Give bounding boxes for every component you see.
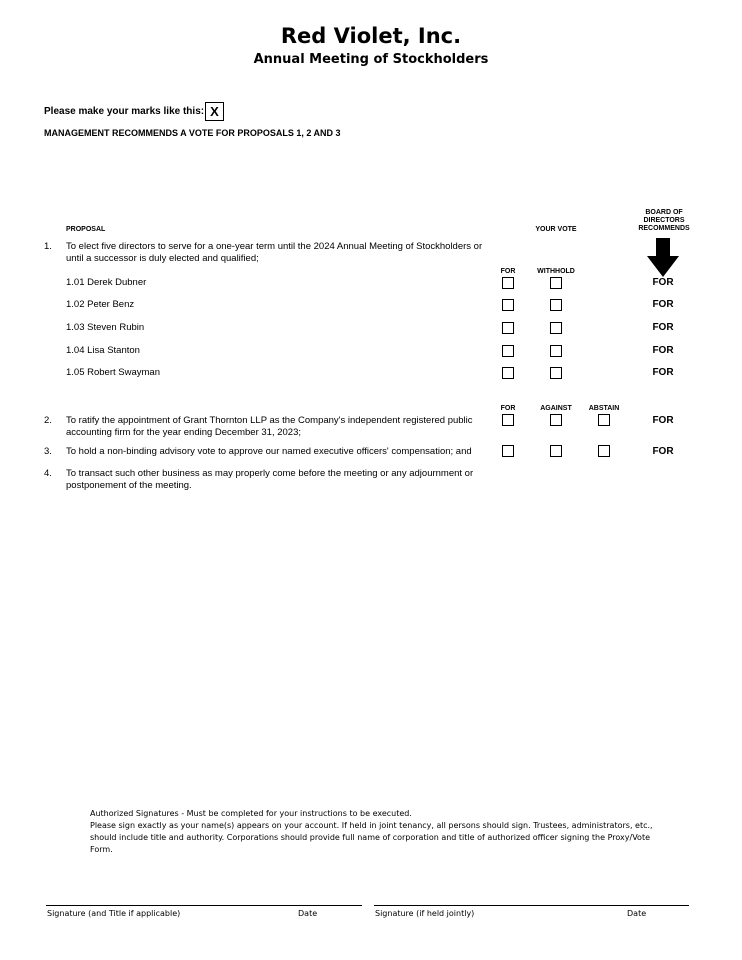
authorized-signatures-text: Please sign exactly as your name(s) appears on your account. If held in joint tenancy, all persons should sign. Trustees, administrators, etc., should include title and authority. Corporations should provide full name of corporation and title of authorized officer signing the Proxy/Vote Form. xyxy=(90,821,653,854)
marks-instruction: Please make your marks like this: xyxy=(44,106,205,117)
nominee-1-recommendation: FOR xyxy=(652,277,674,288)
nominee-2-for-checkbox[interactable] xyxy=(502,299,514,311)
nominee-2-withhold-checkbox[interactable] xyxy=(550,299,562,311)
abstain-header: ABSTAIN xyxy=(588,405,620,412)
nominee-5-recommendation: FOR xyxy=(652,367,674,378)
your-vote-header: YOUR VOTE xyxy=(535,226,577,233)
p1-for-header: FOR xyxy=(500,268,516,275)
proposal-3-recommendation: FOR xyxy=(652,446,674,457)
signature-1-line[interactable] xyxy=(46,905,362,906)
nominee-4-recommendation: FOR xyxy=(652,345,674,356)
meeting-subtitle: Annual Meeting of Stockholders xyxy=(253,52,489,67)
nominee-name: 1.03 Steven Rubin xyxy=(66,322,145,333)
proposal-3-text: To hold a non-binding advisory vote to approve our named executive officers' compensation; and xyxy=(66,446,472,457)
proposal-3-abstain-checkbox[interactable] xyxy=(598,445,610,457)
management-recommendation: MANAGEMENT RECOMMENDS A VOTE FOR PROPOSALS 1, 2 AND 3 xyxy=(44,128,341,138)
date-1-label: Date xyxy=(298,909,318,918)
nominee-4-withhold-checkbox[interactable] xyxy=(550,345,562,357)
proposal-2-abstain-checkbox[interactable] xyxy=(598,414,610,426)
signature-2-line[interactable] xyxy=(374,905,689,906)
proposal-4-text: To transact such other business as may properly come before the meeting or any adjournment or postponement of the meeting. xyxy=(66,468,474,491)
against-header: AGAINST xyxy=(540,405,572,412)
proposal-2-text: To ratify the appointment of Grant Thornton LLP as the Company's independent registered public accounting firm for the year ending December 31, 2023; xyxy=(66,415,473,438)
proposal-3-number: 3. xyxy=(44,446,52,457)
nominee-5-for-checkbox[interactable] xyxy=(502,367,514,379)
down-arrow-icon xyxy=(646,238,680,278)
proposal-1-text: To elect five directors to serve for a one-year term until the 2024 Annual Meeting of Stockholders or until a successor is duly elected and qualified; xyxy=(66,241,483,264)
date-2-label: Date xyxy=(627,909,647,918)
nominee-name: 1.04 Lisa Stanton xyxy=(66,345,140,356)
proposal-2-against-checkbox[interactable] xyxy=(550,414,562,426)
board-recommends-header: BOARD OF DIRECTORS RECOMMENDS xyxy=(638,209,690,232)
proposal-4-number: 4. xyxy=(44,468,52,479)
proposal-3-for-checkbox[interactable] xyxy=(502,445,514,457)
nominee-4-for-checkbox[interactable] xyxy=(502,345,514,357)
p1-withhold-header: WITHHOLD xyxy=(537,268,575,275)
nominee-2-recommendation: FOR xyxy=(652,299,674,310)
proposal-header: PROPOSAL xyxy=(66,226,106,233)
nominee-name: 1.01 Derek Dubner xyxy=(66,277,147,288)
nominee-name: 1.02 Peter Benz xyxy=(66,299,135,310)
nominee-3-recommendation: FOR xyxy=(652,322,674,333)
nominee-5-withhold-checkbox[interactable] xyxy=(550,367,562,379)
authorized-signatures-title: Authorized Signatures - Must be completed for your instructions to be executed. xyxy=(90,809,412,818)
proposal-2-number: 2. xyxy=(44,415,52,426)
mark-example-box: X xyxy=(205,102,224,121)
nominee-name: 1.05 Robert Swayman xyxy=(66,367,160,378)
for-header: FOR xyxy=(500,405,516,412)
signature-2-label: Signature (if held jointly) xyxy=(375,909,475,918)
nominee-3-withhold-checkbox[interactable] xyxy=(550,322,562,334)
proposal-2-for-checkbox[interactable] xyxy=(502,414,514,426)
proposal-1-number: 1. xyxy=(44,241,52,252)
company-title: Red Violet, Inc. xyxy=(280,24,462,48)
nominee-1-for-checkbox[interactable] xyxy=(502,277,514,289)
nominee-3-for-checkbox[interactable] xyxy=(502,322,514,334)
signature-1-label: Signature (and Title if applicable) xyxy=(47,909,181,918)
proposal-3-against-checkbox[interactable] xyxy=(550,445,562,457)
nominee-1-withhold-checkbox[interactable] xyxy=(550,277,562,289)
proposal-2-recommendation: FOR xyxy=(652,415,674,426)
